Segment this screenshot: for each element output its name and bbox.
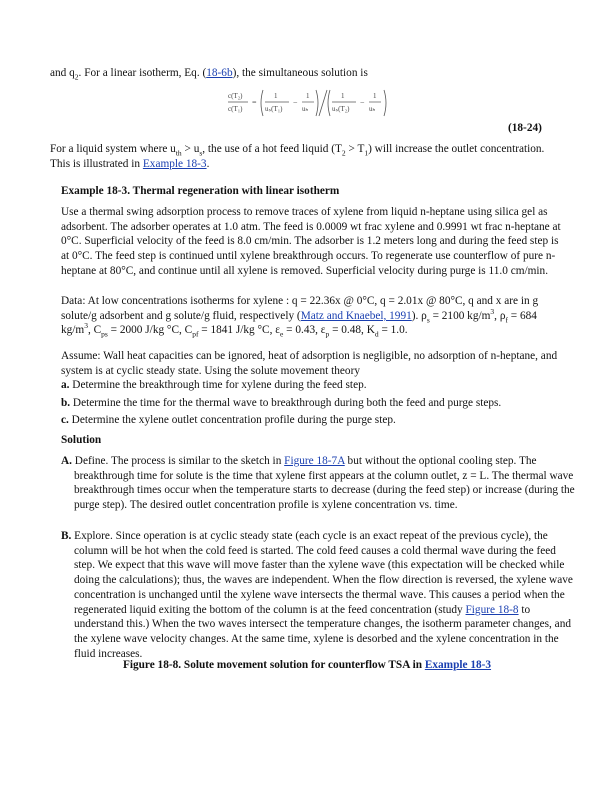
eq-right-paren-2 [384, 90, 386, 116]
step-text: but without the optional cooling step. The breakthrough time for solute is the time that xylene first appears at the column outlet, z = L. The thermal wave breakthrough times occur when the temperature starts to decrease (during the feed step) or increase (during the purge step). The desired outlet concentration profile is xylene concentration vs. time. [74, 455, 575, 512]
solution-step-b [61, 529, 576, 661]
example-link[interactable]: Example 18-3 [142, 158, 207, 170]
eq-term4-denominator: uₕ [369, 105, 376, 113]
data-text: = 684 kg/m [61, 309, 537, 337]
data-subscript: ps [101, 329, 108, 339]
liquid-subscript: 1 [364, 148, 369, 158]
reference-link[interactable]: Matz and Knaebel, 1991 [300, 309, 412, 322]
liquid-text: . [206, 158, 210, 170]
liquid-subscript: th [175, 148, 182, 158]
step-text: Define. The process is similar to the sketch in [71, 455, 285, 467]
eq-right-paren [316, 90, 318, 116]
eq-term1-numerator: 1 [274, 92, 278, 100]
eq-term2-numerator: 1 [306, 92, 310, 100]
example-data [61, 294, 563, 338]
data-subscript: pf [192, 329, 199, 339]
step-text: to understand this.) When the two waves intersect the temperature changes, the isotherm parameter changes, and the xylene wave velocity changes. At the same time, xylene is desorbed and the xylene concentration in the fluid increases. [74, 603, 571, 660]
part-text: Determine the xylene outlet concentration profile during the purge step. [68, 414, 396, 426]
equation-link[interactable]: 18-6b [206, 67, 233, 79]
equation-number: (18-24) [508, 122, 542, 134]
part-text: Determine the time for the thermal wave to breakthrough during both the feed and purge steps. [70, 397, 502, 409]
liquid-text: > T [345, 143, 365, 155]
figure-18-7a-link[interactable]: Figure 18-7A [284, 455, 345, 467]
step-text: Explore. Since operation is at cyclic steady state (each cycle is an exact repeat of the previous cycle), the column will be hot when the cold feed is started. The cold feed causes a cold thermal wave during the feed step. We expect that this wave will move faster than the xylene wave (this expectation will be checked while doing the calculations); thus, the waves are independent. When the flow direction is reversed, the xylene wave concentration is unchanged until the xylene wave intersects the thermal wave. This causes a period when the regenerated liquid exiting the bottom of the column is at the feed concentration (study [71, 530, 573, 616]
data-text: Data: At low concentrations isotherms for xylene : q = 22.36x @ 0°C, q = 2.01x @ 80°C, q and x are in g solute/g adsorbent and g solute/g fluid, respectively ( [61, 295, 539, 322]
eq-term2-denominator: uₕ [302, 105, 309, 113]
data-superscript: 3 [84, 321, 88, 331]
intro-text: ), the simultaneous solution is [232, 67, 368, 79]
caption-example-link[interactable]: Example 18-3 [424, 659, 492, 671]
eq-term3-denominator: uₛ(T₂) [332, 105, 350, 113]
data-text: = 2100 kg/m [429, 309, 491, 322]
liquid-text: ) will increase the outlet concentration. This is illustrated in [50, 143, 545, 170]
example-problem-statement: Use a thermal swing adsorption process to remove traces of xylene from liquid n-heptane using silica gel as adsorbent. The adsorber operates at 1.0 atm. The feed is 0.0009 wt frac xylene and 0.9991 wt frac n-heptane at 0°C. Superficial velocity of the feed is 8.0 cm/min. The adsorber is 1.2 meters long and during the feed step is at 0°C. The feed step is continued until xylene breakthrough occurs. To regenerate use counterflow of pure n-heptane at 80°C, and continue until all xylene is removed. Superficial velocity during purge is 11.0 cm/min. [61, 206, 561, 277]
step-letter: A. [61, 455, 72, 467]
data-subscript: s [426, 314, 430, 324]
data-text: ). ρ [411, 309, 427, 322]
data-text: = 1841 J/kg °C, ε [198, 324, 280, 337]
liquid-text: > u [181, 143, 200, 155]
question-part-c [61, 413, 563, 428]
liquid-text: , the use of a hot feed liquid (T [202, 143, 342, 155]
solution-heading: Solution [61, 434, 102, 446]
figure-18-8-link[interactable]: Figure 18-8 [465, 603, 519, 616]
data-subscript: e [279, 329, 284, 339]
data-text: , ρ [494, 309, 506, 322]
data-text: = 1.0. [378, 324, 408, 337]
caption-text: Figure 18-8. Solute movement solution for counterflow TSA in [122, 659, 425, 671]
eq-equals: = [252, 98, 257, 107]
eq-minus: − [293, 98, 298, 107]
intro-text: . For a linear isotherm, Eq. ( [78, 67, 207, 79]
example-assumptions: Assume: Wall heat capacities can be ignored, heat of adsorption is negligible, no adsorption of n-heptane, and system is at cyclic steady state. Using the solute movement theory [61, 350, 558, 377]
intro-subscript: 2 [74, 72, 79, 82]
data-text: = 2000 J/kg °C, C [107, 324, 193, 337]
equation-18-24 [226, 88, 394, 118]
liquid-system-paragraph [50, 142, 566, 172]
solution-step-a [61, 454, 576, 513]
liquid-subscript: s [199, 148, 203, 158]
eq-lhs-denominator: c(T₁) [228, 105, 243, 113]
data-text: = 0.43, ε [283, 324, 326, 337]
eq-left-paren [261, 90, 263, 116]
part-letter: b. [61, 397, 71, 409]
eq-lhs-numerator: c(T₂) [228, 92, 243, 100]
data-subscript: f [505, 314, 508, 324]
liquid-text: For a liquid system where u [50, 143, 176, 155]
part-letter: c. [61, 414, 69, 426]
eq-term1-denominator: uₛ(T₁) [265, 105, 283, 113]
figure-caption [0, 659, 614, 671]
eq-term3-numerator: 1 [341, 92, 345, 100]
eq-minus-2: − [360, 98, 365, 107]
part-letter: a. [61, 379, 70, 391]
step-letter: B. [61, 530, 72, 542]
data-text: , C [87, 324, 102, 337]
liquid-subscript: 2 [341, 148, 346, 158]
eq-left-paren-2 [328, 90, 330, 116]
eq-term4-numerator: 1 [373, 92, 377, 100]
data-subscript: d [374, 329, 379, 339]
data-text: = 0.48, K [329, 324, 375, 337]
part-text: Determine the breakthrough time for xylene during the feed step. [69, 379, 367, 391]
intro-text: and q [50, 67, 75, 79]
data-superscript: 3 [490, 306, 495, 316]
question-part-b [61, 396, 563, 411]
question-part-a [61, 378, 563, 393]
intro-paragraph [50, 66, 560, 80]
data-subscript: p [325, 329, 330, 339]
eq-divide-slash [319, 90, 327, 116]
example-title: Example 18-3. Thermal regeneration with linear isotherm [61, 185, 340, 197]
